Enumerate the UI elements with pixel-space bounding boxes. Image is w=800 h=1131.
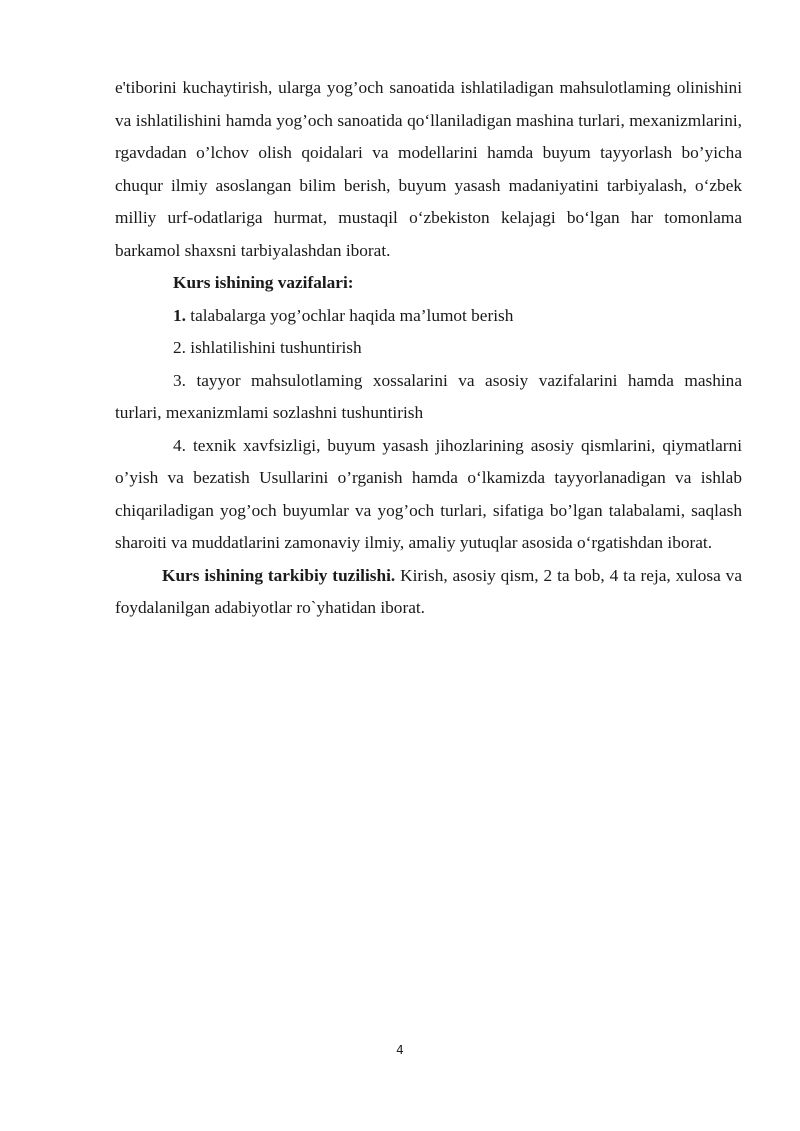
task-item-1 (115, 300, 742, 333)
structure-heading: Kurs ishining tarkibiy tuzilishi. (162, 565, 396, 585)
intro-paragraph: e'tiborini kuchaytirish, ularga yog’och sanoatida ishlatiladigan mahsulotlaming olinishini va ishlatilishini hamda yog’och sanoatida qo‘llaniladigan mashina turlari, mexanizmlarini, rgavdadan o’lchov olish qoidalari va modellarini hamda buyum tayyorlash bo’yicha chuqur ilmiy asoslangan bilim berish, buyum yasash madaniyatini tarbiyalash, o‘zbek milliy urf-odatlariga hurmat, mustaqil o‘zbekiston kelajagi bo‘lgan har tomonlama barkamol shaxsni tarbiyalashdan iborat. (115, 78, 742, 260)
page-body (115, 72, 742, 625)
structure-paragraph (115, 560, 742, 625)
page-number: 4 (396, 1043, 404, 1057)
task-item-3: 3. tayyor mahsulotlaming xossalarini va asosiy vazifalarini hamda mashina turlari, mexanizmlami sozlashni tushuntirish (115, 370, 742, 422)
task-item-2: 2. ishlatilishini tushuntirish (173, 338, 362, 357)
task-number: 1. (173, 305, 186, 325)
task-text: talabalarga yog’ochlar haqida ma’lumot berish (185, 305, 514, 325)
structure-text: Kirish, asosiy qism, 2 ta bob, 4 ta reja, xulosa va foydalanilgan adabiyotlar ro`yhatidan iborat. (115, 565, 742, 617)
task-item-4: 4. texnik xavfsizligi, buyum yasash jihozlarining asosiy qismlarini, qiymatlarni o’yish va bezatish Usullarini o’rganish hamda o‘lkamizda tayyorlanadigan va ishlab chiqariladigan yog’och buyumlar va yog’och turlari, sifatiga bo’lgan talabalami, saqlash sharoiti va muddatlarini zamonaviy ilmiy, amaliy yutuqlar asosida o‘rgatishdan iborat. (115, 435, 742, 552)
tasks-heading: Kurs ishining vazifalari: (173, 273, 354, 292)
